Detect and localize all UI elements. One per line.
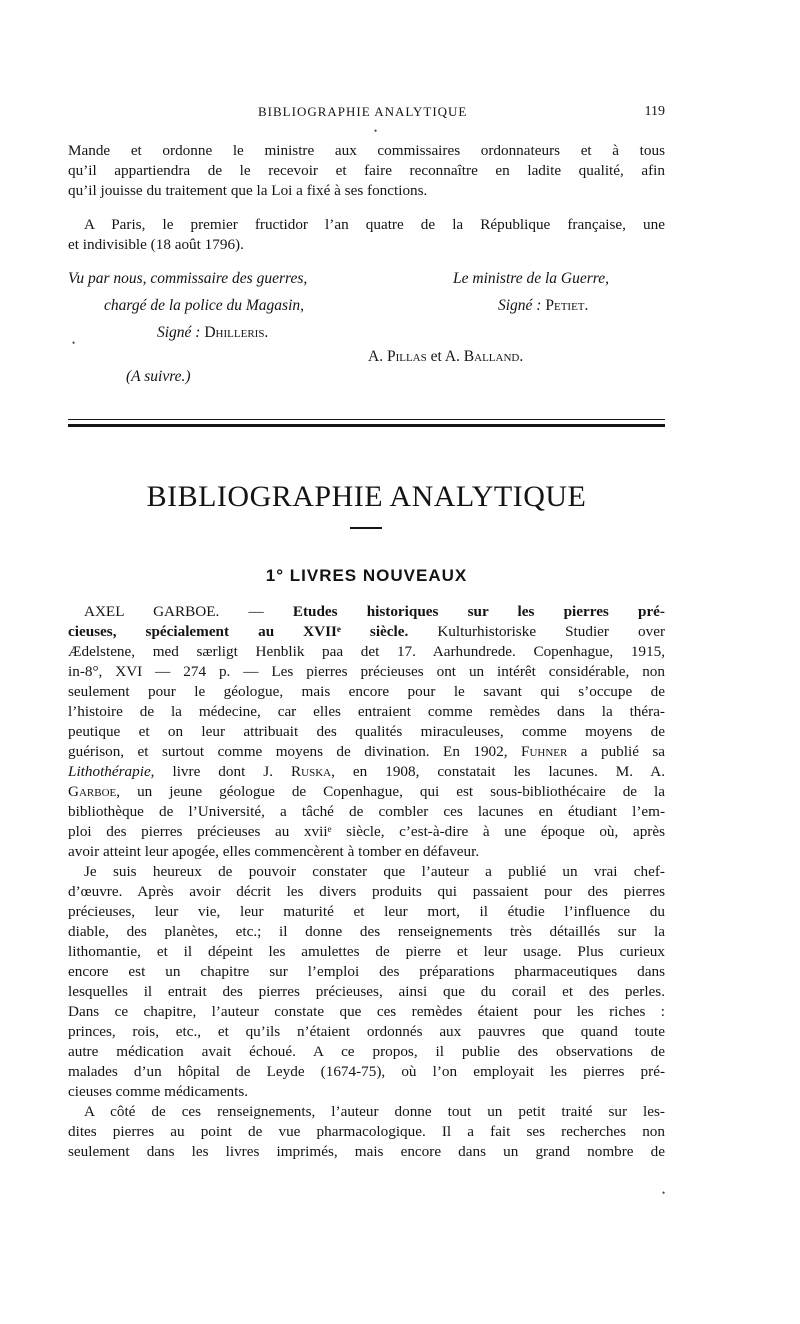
- decree-paragraph-1: [68, 141, 665, 201]
- text-line: seulement dans les livres imprimés, mais encore dans un grand nombre de: [68, 1143, 665, 1160]
- stray-dot: •: [72, 338, 76, 348]
- stray-dot: •: [662, 1188, 666, 1198]
- author-balland: Balland.: [463, 348, 524, 365]
- text-fragment: livre dont J.: [172, 763, 274, 780]
- article-authors: [368, 348, 523, 366]
- name-garboe: Garboe,: [68, 783, 121, 800]
- text-fragment: En 1902,: [443, 743, 508, 760]
- separator-rule-thin: [68, 419, 665, 420]
- review-line2-rest: Kulturhistoriske Studier over: [437, 623, 665, 640]
- text-line: [68, 622, 665, 642]
- text-line: Dans ce chapitre, l’auteur constate que ces remèdes étaient pour les riches :: [68, 1003, 665, 1020]
- review-author: AXEL GARBOE. —: [84, 603, 264, 620]
- signature-left-line1: Vu par nous, commissaire des guerres,: [68, 270, 308, 287]
- text-line: A côté de ces renseignements, l’auteur donne tout un petit traité sur les-: [84, 1103, 665, 1120]
- title-lithotherapie: Lithothérapie,: [68, 763, 155, 780]
- text-line: in-8°, XVI — 274 p. — Les pierres précieuses ont un intérêt considérable, non: [68, 663, 665, 680]
- signer-name-petiet: Petiet.: [545, 297, 589, 314]
- text-line: bibliothèque de l’Université, a tâché de combler ces lacunes en étudiant l’em-: [68, 803, 665, 820]
- signer-name-dhilleris: Dhilleris.: [204, 324, 269, 341]
- review-paragraph-2: [68, 862, 665, 1102]
- page-number: 119: [644, 104, 665, 119]
- text-line: Ædelstene, med særligt Henblik paa det 17. Aarhundrede. Copenhague, 1915,: [68, 643, 665, 660]
- text-fragment: un jeune géologue de Copenhague, qui est sous-bibliothécaire de la: [137, 783, 666, 800]
- text-line: Mande et ordonne le ministre aux commissaires ordonnateurs et à tous: [68, 142, 665, 159]
- text-line: A Paris, le premier fructidor l’an quatre de la République française, une: [84, 216, 665, 233]
- text-line: lithomantie, et il dépeint les amulettes de pierre et leur usage. Plus curieux: [68, 943, 665, 960]
- separator-rule-thick: [68, 424, 665, 427]
- text-line: [68, 782, 665, 802]
- text-line: ploi des pierres précieuses au xviiᵉ siècle, c’est-à-dire à une époque où, après: [68, 823, 665, 840]
- text-line: Je suis heureux de pouvoir constater que l’auteur a publié un vrai chef-: [84, 863, 665, 880]
- title-short-rule: [350, 527, 382, 529]
- name-ruska: Ruska,: [291, 763, 335, 780]
- main-title: BIBLIOGRAPHIE ANALYTIQUE: [146, 480, 587, 513]
- running-title: BIBLIOGRAPHIE ANALYTIQUE: [258, 104, 468, 119]
- signed-label: Signé :: [498, 297, 542, 314]
- text-line: [68, 742, 665, 762]
- signature-left-line2: chargé de la police du Magasin,: [104, 297, 305, 314]
- text-line: d’œuvre. Après avoir décrit les divers produits qui passaient pour des pierres: [68, 883, 665, 900]
- text-line: et indivisible (18 août 1796).: [68, 236, 244, 253]
- text-line: qu’il jouisse du traitement que la Loi a fixé à ses fonctions.: [68, 182, 428, 199]
- text-line: précieuses, leur vie, leur maturité et leur mort, il étudie l’influence du: [68, 903, 665, 920]
- to-be-continued: (A suivre.): [126, 368, 191, 385]
- text-line: lesquelles il entrait des pierres précieuses, ainsi que du corail et des perles.: [68, 983, 665, 1000]
- text-fragment: guérison, et surtout comme moyens de divination.: [68, 743, 430, 760]
- authors-conjunction: et A.: [430, 348, 460, 365]
- text-fragment: a publié sa: [580, 743, 666, 760]
- review-title-part1: Etudes historiques sur les pierres pré-: [292, 603, 665, 620]
- text-line: princes, rois, etc., et qu’ils n’étaient ordonnés aux pauvres que quand toute: [68, 1023, 665, 1040]
- review-title-part2: cieuses, spécialement au XVIIᵉ siècle.: [68, 623, 409, 640]
- signature-right-signed: [498, 297, 588, 315]
- text-line: l’histoire de la médecine, car elles entraient comme remèdes dans la théra-: [68, 703, 665, 720]
- name-fuhner: Fuhner: [521, 743, 568, 760]
- text-line: avoir atteint leur apogée, elles commencèrent à tomber en défaveur.: [68, 843, 480, 860]
- running-header: [68, 104, 665, 124]
- text-line: peutique et on leur attribuait des qualités miraculeuses, comme moyens de: [68, 723, 665, 740]
- text-line: dites pierres au point de vue pharmacologique. Il a fait ses recherches non: [68, 1123, 665, 1140]
- section-heading: 1° LIVRES NOUVEAUX: [265, 566, 468, 585]
- decree-paragraph-2: [68, 215, 665, 255]
- text-line: malades d’un hôpital de Leyde (1674-75), où l’on employait les pierres pré-: [68, 1063, 665, 1080]
- text-line: autre médication avait échoué. A ce propos, il publie des observations de: [68, 1043, 665, 1060]
- text-line: cieuses comme médicaments.: [68, 1083, 249, 1100]
- text-line: [68, 762, 665, 782]
- text-fragment: en 1908, constatait les lacunes. M. A.: [352, 763, 666, 780]
- text-line: encore est un chapitre sur l’emploi des préparations pharmaceutiques dans: [68, 963, 665, 980]
- review-paragraph-1: [68, 602, 665, 862]
- text-line: qu’il appartiendra de le recevoir et faire reconnaître en ladite qualité, afin: [68, 162, 665, 179]
- text-line: seulement pour le géologue, mais encore pour le savant qui s’occupe de: [68, 683, 665, 700]
- signature-right-line1: Le ministre de la Guerre,: [453, 270, 609, 287]
- signed-label: Signé :: [157, 324, 201, 341]
- stray-dot: •: [374, 126, 378, 136]
- authors-prefix: A.: [368, 348, 384, 365]
- review-paragraph-3: [68, 1102, 665, 1162]
- author-pillas: Pillas: [386, 348, 427, 365]
- text-line: diable, des planètes, etc.; il donne des renseignements très détaillés sur la: [68, 923, 665, 940]
- signature-left-signed: [157, 324, 268, 342]
- review-entry-line: [68, 602, 665, 622]
